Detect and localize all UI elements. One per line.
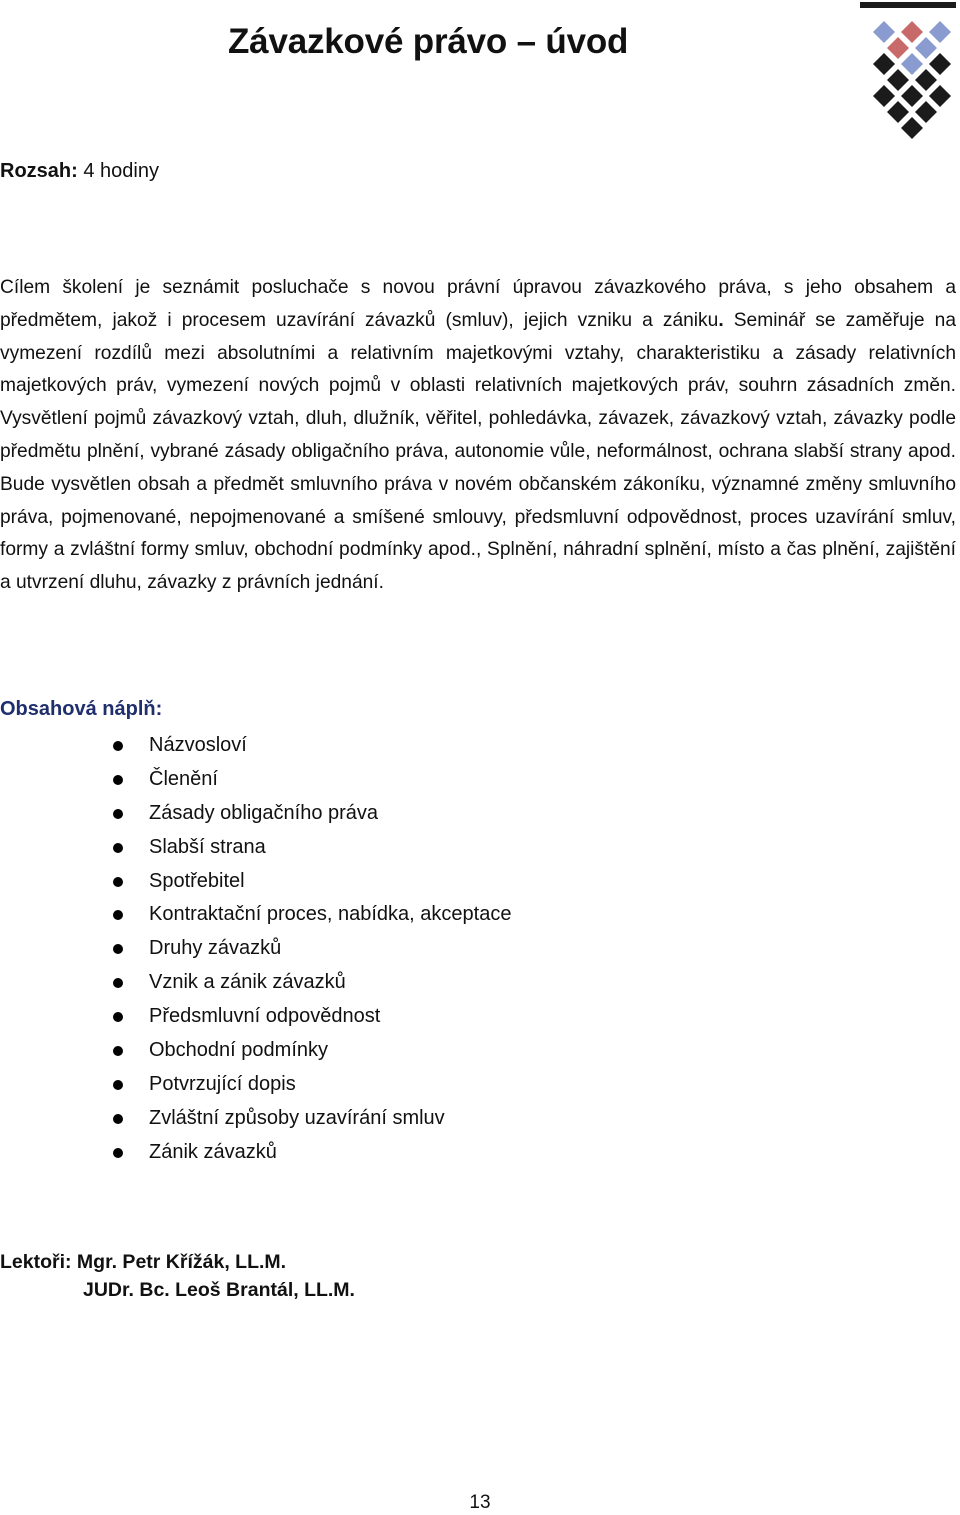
logo-diamond bbox=[915, 37, 937, 59]
list-item bbox=[0, 1068, 511, 1102]
intro-text-part-1: Cílem školení je seznámit posluchače s novou právní úpravou závazkového práva, s jeho obsahem a předmětem, jakož i procesem uzavírání závazků (smluv), jejich vzniku a zániku bbox=[0, 277, 956, 331]
bullet-icon bbox=[113, 1148, 123, 1158]
bullet-icon bbox=[113, 843, 123, 853]
intro-paragraph bbox=[0, 272, 956, 600]
logo-diamond bbox=[873, 53, 895, 75]
bullet-icon bbox=[113, 1012, 123, 1022]
list-item-label: Názvosloví bbox=[149, 734, 247, 756]
intro-bold-period: . bbox=[718, 309, 724, 331]
intro-text-part-2: Seminář se zaměřuje na vymezení rozdílů mezi absolutními a relativním majetkovými vztahy, charakteristiku a zásady relativních majetkových práv, vymezení nových pojmů v oblasti relativních majetkových práv, souhrn zásadních změn. Vysvětlení pojmů závazkový vztah, dluh, dlužník, věřitel, pohledávka, závazek, závazkový vztah, závazky podle předmětu plnění, vybrané zásady obligačního práva, autonomie vůle, neformálnost, ochrana slabší strany apod. Bude vysvětlen obsah a předmět smluvního práva v novém občanském zákoníku, významné změny smluvního práva, pojmenované, nepojmenované a smíšené smlouvy, předsmluvní odpovědnost, proces uzavírání smluv, formy a zvláštní formy smluv, obchodní podmínky apod., Splnění, náhradní splnění, místo a čas plnění, zajištění a utvrzení dluhu, závazky z právních jednání. bbox=[0, 309, 956, 594]
bullet-icon bbox=[113, 978, 123, 988]
logo-diamond bbox=[873, 21, 895, 43]
bullet-icon bbox=[113, 741, 123, 751]
list-item-label: Obchodní podmínky bbox=[149, 1039, 328, 1062]
bullet-icon bbox=[113, 809, 123, 819]
lecturer-row-2 bbox=[0, 1276, 355, 1304]
list-item bbox=[0, 1136, 511, 1170]
list-item-label: Kontraktační proces, nabídka, akceptace bbox=[149, 903, 512, 926]
list-item bbox=[0, 763, 511, 797]
page-title: Závazkové právo – úvod bbox=[228, 22, 629, 61]
list-item bbox=[0, 1034, 511, 1068]
scope-line bbox=[0, 160, 159, 183]
page-number: 13 bbox=[469, 1492, 491, 1513]
list-item bbox=[0, 865, 511, 899]
logo-diamond bbox=[887, 69, 909, 91]
logo-diamond bbox=[901, 117, 923, 139]
logo-diamond bbox=[929, 85, 951, 107]
list-item-label: Zvláštní způsoby uzavírání smluv bbox=[149, 1106, 445, 1129]
content-list bbox=[0, 729, 511, 1170]
logo-diamond bbox=[887, 101, 909, 123]
scope-value: 4 hodiny bbox=[77, 160, 159, 182]
list-item bbox=[0, 729, 511, 763]
list-item bbox=[0, 932, 511, 966]
bullet-icon bbox=[113, 1046, 123, 1056]
bullet-icon bbox=[113, 877, 123, 887]
list-item-label: Slabší strana bbox=[149, 835, 266, 858]
logo-diamond bbox=[929, 53, 951, 75]
list-item-label: Členění bbox=[149, 767, 218, 790]
bullet-icon bbox=[113, 1080, 123, 1090]
content-heading: Obsahová náplň: bbox=[0, 698, 163, 720]
list-item bbox=[0, 797, 511, 831]
bullet-icon bbox=[113, 910, 123, 920]
logo-diamond bbox=[915, 69, 937, 91]
logo-diamond bbox=[929, 21, 951, 43]
list-item bbox=[0, 966, 511, 1000]
list-item bbox=[0, 1000, 511, 1034]
list-item bbox=[0, 898, 511, 932]
bullet-icon bbox=[113, 944, 123, 954]
logo-diamond bbox=[901, 53, 923, 75]
logo-diamond bbox=[901, 85, 923, 107]
lecturer-name: JUDr. Bc. Leoš Brantál, LL.M. bbox=[83, 1279, 355, 1301]
list-item-label: Spotřebitel bbox=[149, 869, 245, 892]
bullet-icon bbox=[113, 775, 123, 785]
logo-diamond bbox=[915, 101, 937, 123]
lecturer-name: Mgr. Petr Křížák, LL.M. bbox=[71, 1251, 287, 1273]
list-item-label: Potvrzující dopis bbox=[149, 1072, 296, 1095]
list-item-label: Zánik závazků bbox=[149, 1140, 277, 1163]
list-item-label: Druhy závazků bbox=[149, 937, 282, 960]
list-item-label: Zásady obligačního práva bbox=[149, 801, 379, 824]
list-item-label: Předsmluvní odpovědnost bbox=[149, 1005, 381, 1028]
list-item bbox=[0, 831, 511, 865]
logo-diamond bbox=[887, 37, 909, 59]
lecturers-label: Lektoři: bbox=[0, 1251, 72, 1273]
bullet-icon bbox=[113, 1114, 123, 1124]
lecturer-row-1 bbox=[0, 1248, 355, 1276]
logo-diamond bbox=[901, 21, 923, 43]
list-item bbox=[0, 1102, 511, 1136]
lecturers-block bbox=[0, 1248, 355, 1304]
scope-label: Rozsah: bbox=[0, 160, 78, 182]
diamond-grid-logo-icon bbox=[856, 0, 960, 152]
list-item-label: Vznik a zánik závazků bbox=[149, 971, 346, 994]
logo-diamond bbox=[873, 85, 895, 107]
